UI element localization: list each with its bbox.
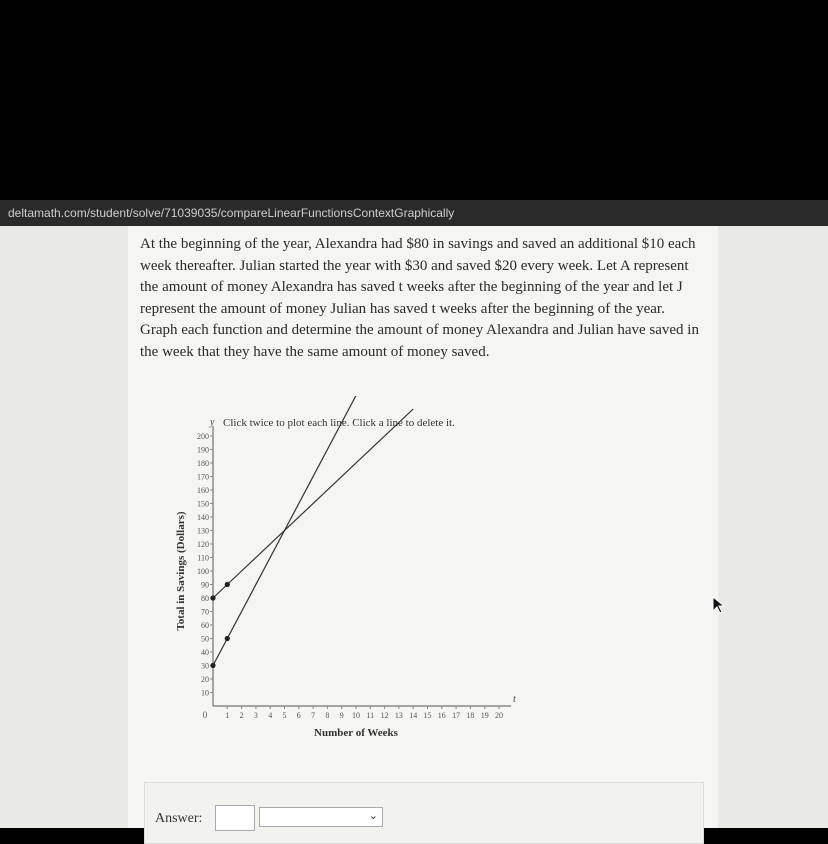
x-tick-label: 9 — [339, 711, 344, 720]
browser-url-bar[interactable] — [0, 200, 828, 226]
y-tick-label: 170 — [197, 472, 209, 482]
y-tick-label: 190 — [197, 445, 209, 455]
answer-select[interactable] — [259, 807, 383, 827]
y-tick-label: 120 — [197, 540, 209, 549]
x-tick-label: 10 — [352, 711, 360, 720]
plotted-point — [210, 663, 215, 668]
y-tick-label: 60 — [201, 621, 209, 630]
chevron-down-icon: ⌄ — [368, 810, 378, 822]
answer-input[interactable] — [215, 805, 255, 831]
problem-panel — [128, 226, 718, 828]
x-tick-label: 20 — [495, 711, 503, 720]
y-tick-label: 200 — [197, 432, 209, 441]
x-tick-label: 17 — [452, 711, 461, 720]
y-tick-label: 70 — [201, 607, 209, 617]
y-tick-label: 20 — [201, 675, 209, 684]
plotted-point — [210, 595, 215, 600]
y-tick-label: 180 — [197, 459, 209, 468]
y-tick-label: 130 — [197, 526, 209, 536]
plotted-point — [225, 636, 230, 641]
x-tick-label: 14 — [409, 711, 418, 720]
x-axis-letter: t — [513, 694, 516, 705]
x-tick-label: 11 — [366, 711, 375, 720]
plot-area — [213, 436, 499, 706]
y-tick-label: 50 — [201, 634, 209, 644]
graph-instruction: Click twice to plot each line. Click a line to delete it. — [223, 417, 455, 429]
x-tick-label: 18 — [466, 711, 475, 720]
y-tick-label: 160 — [197, 486, 209, 495]
x-tick-label: 2 — [239, 711, 244, 720]
y-axis-label: Total in Savings (Dollars) — [175, 511, 187, 631]
problem-text: At the beginning of the year, Alexandra had $80 in savings and saved an additional $10 each week thereafter. Julian started the year with $30 and saved $20 every week. Let A represent the amount of money Alexandra has saved t weeks after the beginning of the year and let J represent the amount of money Julian has saved t weeks after the beginning of the year. Graph each function and determine the amount of money Alexandra and Julian have saved in the week that they have the same amount of money saved. — [140, 236, 699, 360]
x-tick-label: 3 — [253, 711, 258, 720]
answer-label: Answer: — [155, 811, 203, 826]
y-axis-letter: y — [210, 417, 215, 428]
x-tick-label: 13 — [394, 711, 403, 720]
savings-graph[interactable] — [128, 396, 718, 766]
x-tick-label: 5 — [282, 711, 287, 720]
x-tick-label: 16 — [437, 711, 446, 720]
y-tick-label: 40 — [201, 648, 209, 657]
x-tick-label: 15 — [423, 711, 432, 720]
x-axis-label: Number of Weeks — [314, 727, 398, 739]
y-tick-label: 110 — [197, 553, 209, 563]
mouse-cursor-icon — [712, 596, 726, 614]
plotted-point — [225, 582, 230, 587]
x-tick-label: 8 — [325, 711, 330, 720]
origin-label: 0 — [202, 710, 208, 720]
x-tick-label: 19 — [480, 711, 489, 720]
y-tick-label: 100 — [197, 567, 209, 576]
x-tick-label: 6 — [296, 711, 301, 720]
x-tick-label: 4 — [268, 711, 273, 720]
page-background — [0, 226, 828, 828]
y-tick-label: 150 — [197, 499, 209, 509]
answer-box — [144, 782, 704, 844]
y-tick-label: 10 — [201, 688, 209, 698]
x-tick-label: 1 — [225, 711, 230, 720]
url-text: deltamath.com/student/solve/71039035/compareLinearFunctionsContextGraphically — [8, 206, 455, 220]
graph-area[interactable] — [128, 396, 718, 766]
x-tick-label: 7 — [311, 711, 316, 720]
y-tick-label: 140 — [197, 513, 209, 522]
y-tick-label: 80 — [201, 594, 209, 603]
y-tick-label: 30 — [201, 661, 209, 671]
y-tick-label: 90 — [201, 580, 209, 590]
x-tick-label: 12 — [380, 711, 389, 720]
